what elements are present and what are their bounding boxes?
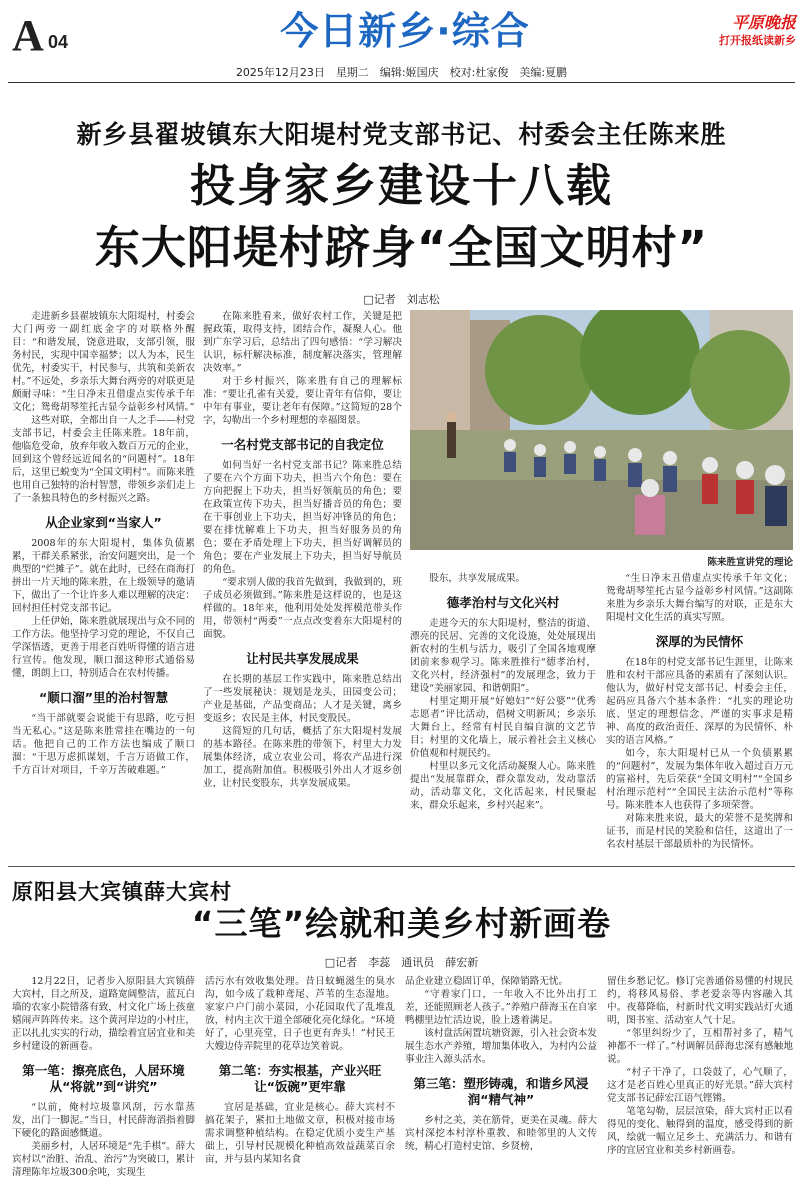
paragraph: 笔笔勾勒，层层渲染，薛大宾村正以看得见的变化、触得到的温度，感受得到的新风，绘就一幅立足乡土、充满活力、和谐有序的宜居宜业和美乡村新画卷。 bbox=[607, 1106, 793, 1156]
paragraph: 乡村之美，美在筋骨，更美在灵魂。薛大宾村深挖本村淳朴重教、和睦邻里的人文传统，精心打造村史馆、乡贤榜， bbox=[405, 1115, 597, 1152]
paragraph: 在陈来胜看来，做好农村工作，关键是把握政策，取得支持，团结合作，凝聚人心。他到广东学习后，总结出了四句感悟：“学习解决认识，标杆解决标准，制度解决落实，管理解决效率。” bbox=[203, 311, 402, 374]
paragraph: “邻里纠纷少了，互相帮衬多了，精气神都不一样了。”村调解员薛海忠深有感触地说。 bbox=[607, 1028, 793, 1065]
paragraph: 走进今天的东大阳堤村，整洁的街道、漂亮的民居、完善的文化设施，处处展现出新农村的生机与活力，吸引了全国各地观摩团前来参观学习。陈来胜推行“德孝治村，文化兴村，经济强村”的发展理念，致力于建设“美丽家园、和谐朝阳”。 bbox=[410, 618, 596, 694]
edition-meta: 2025年12月23日 星期二 编辑:姬国庆 校对:杜家俊 美编:夏鹏 bbox=[235, 66, 568, 79]
paragraph: “守着家门口，一年收入不比外出打工差，还能照顾老人孩子。”养殖户薛海玉在自家鸭棚里边忙活边说，脸上透着满足。 bbox=[405, 989, 597, 1026]
paragraph: 如何当好一名村党支部书记？陈来胜总结了要在六个方面下功夫，担当六个角色：要在方向把握上下功夫，担当好领航员的角色；要在政策宣传下功夫，担当好播音员的角色；要在干事创业上下功夫，担当好冲锋员的角色；要在排忧解难上下功夫，担当好服务员的角色；要在矛盾处理上下功夫，担当好调解员的角色；要在产业发展上下功夫，担当好导航员的角色。 bbox=[203, 460, 402, 575]
article2-column-3 bbox=[405, 975, 597, 1195]
paragraph: “要求别人做的我首先做到，我做到的，班子成员必须做到。”陈来胜是这样说的，也是这样做的。18年来，他利用处处发挥模范带头作用，带领村“两委”一点点改变着东大阳堤村的面貌。 bbox=[203, 577, 402, 640]
article2-column-2 bbox=[205, 975, 395, 1195]
subheading: 从企业家到“当家人” bbox=[45, 515, 162, 530]
paragraph: 宜居是基础，宜业是核心。薛大宾村不搞花架子，紧扣土地做文章，积极对接市场需求调整种植结构。在稳定优质小麦生产基础上，引导村民规模化种植高效益蔬菜百余亩，并与县内某知名食 bbox=[205, 1102, 395, 1165]
paragraph: “生日净末丑借虚点实传承千年文化；鸳鸯胡琴笙托古显今益彰乡村风情。”这副陈来胜为乡亲乐大舞台编写的对联，正是东大阳堤村文化生活的真实写照。 bbox=[606, 573, 793, 623]
paragraph: 该村盘活闲置坑塘资源，引入社会资本发展生态水产养殖，增加集体收入，为村内公益事业注入源头活水。 bbox=[405, 1028, 597, 1065]
paragraph: 活污水有效收集处理。昔日蚊蝇滋生的臭水沟，如今成了栽种鸢尾、芦苇的生态湿地。家家户户门前小菜园，小花园取代了乱堆乱放，村内主次干道全部硬化亮化绿化。“环境好了，心里亮堂，日子也更有奔头！”村民王大嫂边侍弄院里的花草边笑着说。 bbox=[205, 976, 395, 1052]
paragraph: “村子干净了，口袋鼓了，心气顺了，这才是老百姓心里真正的好光景。”薛大宾村党支部书记薛宏江语气铿锵。 bbox=[607, 1067, 793, 1104]
divider bbox=[8, 82, 795, 83]
paragraph: 这简短的几句话，概括了东大阳堤村发展的基本路径。在陈来胜的带领下，村里大力发展集体经济，成立农业公司，将农产品进行深加工，提高附加值。积极吸引外出人才返乡创业，让村民变股东，共享发展成果。 bbox=[203, 726, 402, 789]
paragraph: “当干部就要会说能干有思路，吃亏担当无私心。”这是陈来胜常挂在嘴边的一句话。他把自己的工作方法也编成了顺口溜：“干思万虑抓谋划，千言万语做工作，千方百计对项目，千辛万苦破难题。” bbox=[12, 713, 195, 776]
paragraph: 美丽乡村，人居环境是“先手棋”。薛大宾村以“治脏、治乱、治污”为突破口，累计清理陈年垃圾300余吨，实现生 bbox=[12, 1141, 195, 1178]
brand-slogan: 打开报纸读新乡 bbox=[719, 34, 796, 47]
paragraph: 股东，共享发展成果。 bbox=[429, 573, 526, 584]
subheading: 第一笔：擦亮底色，人居环境从“将就”到“讲究” bbox=[22, 1063, 185, 1094]
paragraph: 留住乡愁记忆。修订完善通俗易懂的村规民约，将移风易俗、孝老爱亲等内容融入其中。夜幕降临，村新时代文明实践站灯火通明，图书室、活动室人气十足。 bbox=[607, 976, 793, 1026]
brand-logo: 平原晚报 bbox=[731, 13, 796, 32]
paragraph: 在长期的基层工作实践中，陈来胜总结出了一些发展秘诀：规划是龙头，田园变公司；产业是基础，产品变商品；人才是关键，离乡变返乡；农民是主体，村民变股民。 bbox=[203, 674, 402, 724]
paragraph: 在18年的村党支部书记生涯里，让陈来胜和农村干部应具备的素质有了深刻认识。他认为，做好村党支部书记、村委会主任，起码应具备六个基本条件：“扎实的理论功底、坚定的理想信念、严谨的实事求是精神、高度的政治责任、深厚的为民情怀、朴实的语言风格。” bbox=[606, 657, 793, 746]
divider bbox=[8, 866, 795, 867]
article1-column-1 bbox=[12, 310, 195, 862]
masthead bbox=[0, 0, 803, 64]
paragraph: 品企业建立稳固订单，保障销路无忧。 bbox=[405, 976, 569, 987]
paragraph: “以前，俺村垃圾靠风刮，污水靠蒸发，出门一脚泥。”当日，村民薛海滔指着脚下硬化的路面感慨道。 bbox=[12, 1102, 195, 1139]
paragraph: 村里定期开展“好媳妇”“好公婆”“优秀志愿者”评比活动，倡树文明新风；乡亲乐大舞台上，经常有村民自编自演的文艺节目；村里的文化墙上，展示着社会主义核心价值观和村规民约。 bbox=[410, 696, 596, 759]
article1-headline-line2: 东大阳堤村跻身“全国文明村” bbox=[94, 221, 709, 274]
subheading: “顺口溜”里的治村智慧 bbox=[39, 690, 168, 705]
paragraph: 这些对联，全都出自一人之手——村党支部书记，村委会主任陈来胜。18年前，他临危受命，放弃年收入数百万元的企业，回到这个曾经远近闻名的“问题村”。18年后，这里已蜕变为“全国文明村”。而陈来胜也用自己独特的治村智慧，带领乡亲们走上了一条独具特色的乡村振兴之路。 bbox=[12, 415, 195, 504]
article1-headline-line1: 投身家乡建设十八载 bbox=[189, 159, 613, 212]
article2-column-4 bbox=[607, 975, 793, 1195]
article1-column-2 bbox=[203, 310, 402, 862]
paragraph: 对于乡村振兴，陈来胜有自己的理解标准：“要让孔雀有关爱，要让青年有信仰，要让中年有事业，要让老年有保障。”这简短的28个字，勾勒出一个乡村理想的幸福图景。 bbox=[203, 376, 402, 426]
page-letter: A bbox=[12, 11, 44, 60]
article1-column-3 bbox=[410, 572, 596, 862]
subheading: 德孝治村与文化兴村 bbox=[446, 595, 560, 610]
paragraph: 走进新乡县翟坡镇东大阳堤村，村委会大门两旁一副红底金字的对联格外醒目：“和谐发展，饶意进取，支部引领，服务村民，实现中国幸福梦；以人为本，民生优先，村委实干，村民参与，共筑和美新农村。”不远处，乡亲乐大舞台两旁的对联更是颇耐寻味：“生日净末丑借虚点实传承千年文化；鸳鸯胡琴笙托古显今益彰乡村风情。” bbox=[12, 311, 195, 413]
paragraph: 村里以多元文化活动凝聚人心。陈来胜提出“发展靠群众，群众靠发动，发动靠活动，活动靠文化，文化活起来，村民聚起来，群众乐起来，乡村兴起来”。 bbox=[410, 761, 596, 811]
photo-illustration bbox=[410, 310, 793, 550]
page-number: 04 bbox=[48, 32, 69, 52]
article1-kicker: 新乡县翟坡镇东大阳堤村党支部书记、村委会主任陈来胜 bbox=[76, 120, 727, 149]
paragraph: 12月22日，记者步入原阳县大宾镇薛大宾村，目之所及，道路宽阔整洁，蓝瓦白墙的农家小院错落有致，村文化广场上孩童嬉闹声阵阵传来。这个黄河岸边的小村庄，正以扎扎实实的行动，描绘着宜居宜业和美乡村建设的新画卷。 bbox=[12, 976, 195, 1052]
subheading: 一名村党支部书记的自我定位 bbox=[221, 437, 384, 452]
paragraph: 2008年的东大阳堤村，集体负债累累，干群关系紧张，治安问题突出，是一个典型的“烂摊子”。就在此时，已经在商海打拼出一片天地的陈来胜，在上级领导的邀请下，做出了一个让许多人难以理解的决定：回村担任村党支部书记。 bbox=[12, 538, 195, 614]
section-title: 今日新乡·综合 bbox=[280, 9, 530, 53]
subheading: 第三笔：塑形铸魂，和谐乡风浸润“精气神” bbox=[413, 1076, 589, 1107]
paragraph: 对陈来胜来说，最大的荣誉不是奖牌和证书，而是村民的笑脸和信任，这道出了一名农村基层干部最质朴的为民情怀。 bbox=[606, 813, 793, 850]
article2-byline: □记者 李蕊 通讯员 薛宏新 bbox=[324, 956, 479, 969]
article2-kicker: 原阳县大宾镇薛大宾村 bbox=[12, 879, 232, 904]
article1-byline: □记者 刘志松 bbox=[363, 293, 440, 306]
subheading: 深厚的为民情怀 bbox=[655, 634, 744, 649]
article2-column-1 bbox=[12, 975, 195, 1195]
subheading: 第二笔：夯实根基，产业兴旺让“饭碗”更牢靠 bbox=[218, 1063, 382, 1094]
article1-column-4 bbox=[606, 572, 793, 862]
news-photo bbox=[410, 310, 793, 550]
paragraph: 如今，东大阳堤村已从一个负债累累的“问题村”，发展为集体年收入超过百万元的富裕村，先后荣获“全国文明村”“全国乡村治理示范村”“全国民主法治示范村”等称号。陈来胜本人也获得了多项荣誉。 bbox=[606, 748, 793, 811]
photo-caption: 陈来胜宣讲党的理论 bbox=[707, 557, 793, 568]
article2-headline: “三笔”绘就和美乡村新画卷 bbox=[191, 904, 612, 943]
paragraph: 上任伊始，陈来胜就展现出与众不同的工作方法。他坚持学习党的理论，不仅自己学深悟透，更善于用老百姓听得懂的语言进行宣传。他发现，顺口溜这种形式通俗易懂，朗朗上口，特别适合在农村传播。 bbox=[12, 616, 195, 679]
subheading: 让村民共享发展成果 bbox=[246, 651, 359, 666]
